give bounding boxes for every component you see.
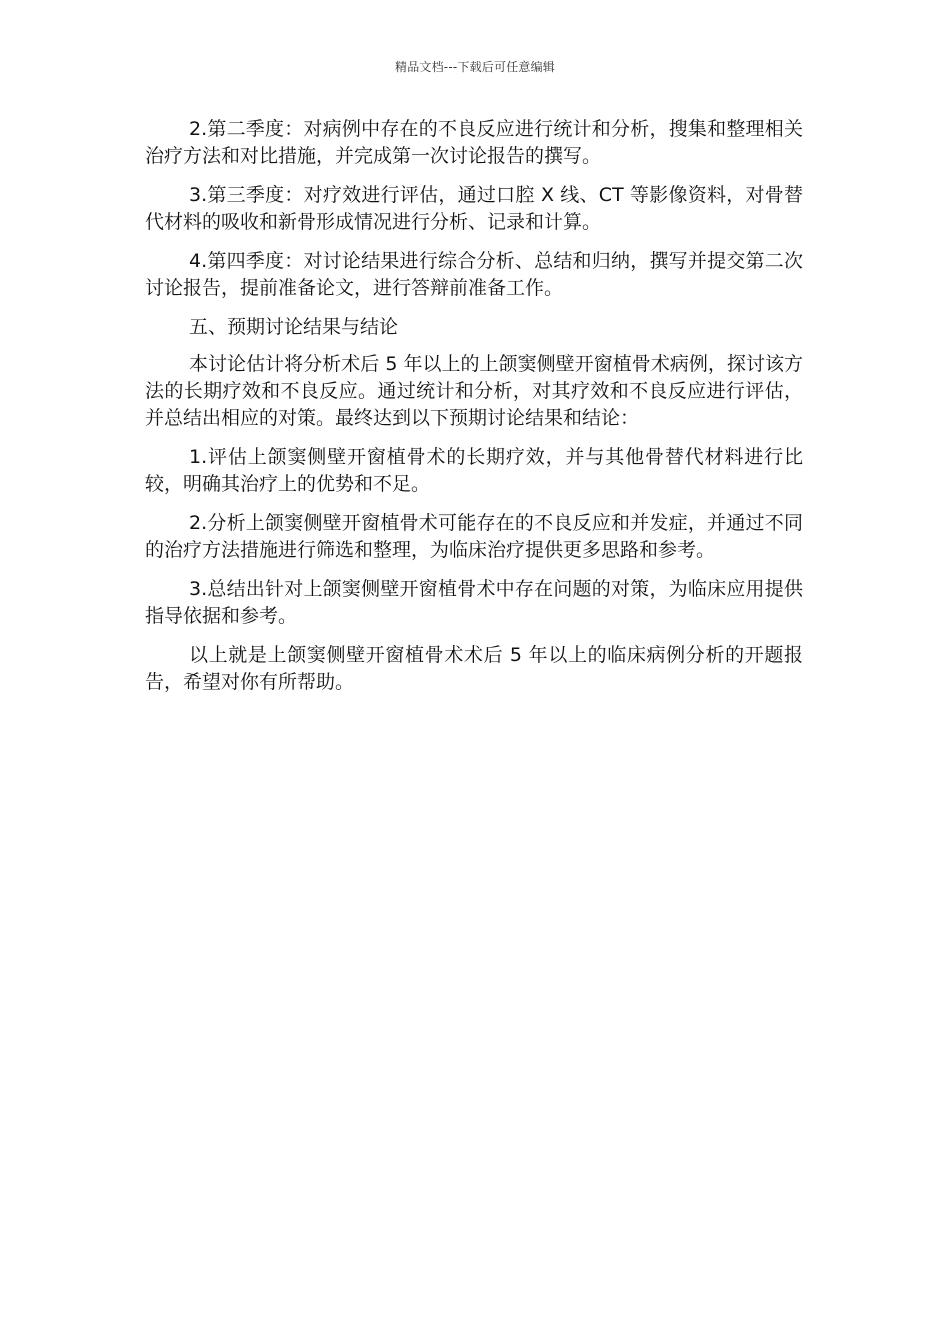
paragraph-q3: 3.第三季度：对疗效进行评估，通过口腔 X 线、CT 等影像资料，对骨替代材料的吸收和新骨形成情况进行分析、记录和计算。 — [145, 184, 803, 233]
paragraph-result-2: 2.分析上颌窦侧壁开窗植骨术可能存在的不良反应和并发症，并通过不同的治疗方法措施进行筛选和整理，为临床治疗提供更多思路和参考。 — [145, 512, 803, 561]
paragraph-result-3: 3.总结出针对上颌窦侧壁开窗植骨术中存在问题的对策，为临床应用提供指导依据和参考。 — [145, 578, 803, 627]
paragraph-closing: 以上就是上颌窦侧壁开窗植骨术术后 5 年以上的临床病例分析的开题报告，希望对你有所帮助。 — [145, 644, 803, 693]
paragraph-q4: 4.第四季度：对讨论结果进行综合分析、总结和归纳，撰写并提交第二次讨论报告，提前准备论文，进行答辩前准备工作。 — [145, 250, 803, 299]
document-body — [145, 116, 803, 708]
page-header: 精品文档---下载后可任意编辑 — [395, 60, 555, 74]
paragraph-intro: 本讨论估计将分析术后 5 年以上的上颌窦侧壁开窗植骨术病例，探讨该方法的长期疗效和不良反应。通过统计和分析，对其疗效和不良反应进行评估，并总结出相应的对策。最终达到以下预期讨论结果和结论： — [145, 353, 803, 429]
paragraph-result-1: 1.评估上颌窦侧壁开窗植骨术的长期疗效，并与其他骨替代材料进行比较，明确其治疗上的优势和不足。 — [145, 446, 803, 495]
paragraph-q2: 2.第二季度：对病例中存在的不良反应进行统计和分析，搜集和整理相关治疗方法和对比措施，并完成第一次讨论报告的撰写。 — [145, 118, 803, 167]
section-heading: 五、预期讨论结果与结论 — [189, 316, 399, 338]
